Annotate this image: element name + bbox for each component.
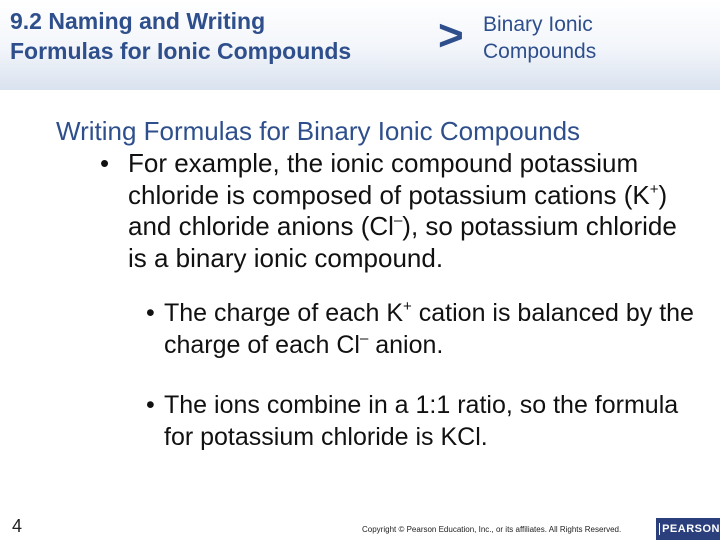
text-run: For example, the ionic compound potassium chloride is composed of potassium cations (K — [128, 148, 650, 210]
logo-text: PEARSON — [662, 523, 720, 535]
slide-heading: Writing Formulas for Binary Ionic Compounds — [56, 116, 581, 146]
text-run: anion. — [368, 331, 444, 359]
sub-bullet-2-text: The ions combine in a 1:1 ratio, so the formula for potassium chloride is KCl. — [164, 391, 679, 451]
main-bullet-text — [128, 148, 700, 274]
superscript-charge: – — [359, 330, 369, 347]
sub-bullet-1-text — [164, 297, 706, 361]
superscript-charge: + — [649, 180, 659, 198]
slide-header — [0, 0, 720, 90]
superscript-charge: + — [403, 298, 412, 315]
superscript-charge: – — [393, 212, 403, 229]
text-run: cation is balanced by the charge of each Cl — [164, 299, 694, 359]
main-bullet — [100, 148, 700, 274]
bullet-marker: • — [100, 148, 110, 178]
sub-bullet-1 — [146, 297, 706, 361]
sub-bullet-2 — [146, 389, 706, 453]
bullet-marker: • — [146, 299, 155, 327]
text-run: ) and chloride anions (Cl — [128, 179, 668, 241]
text-run: The charge of each K — [164, 299, 404, 327]
text-run: ), so potassium chloride is a binary ionic compound. — [128, 211, 677, 273]
bullet-marker: • — [146, 391, 155, 419]
lesson-title-line2: Compounds — [483, 40, 597, 63]
section-title — [10, 6, 430, 66]
page-number: 4 — [12, 516, 23, 536]
section-title-line2: Formulas for Ionic Compounds — [10, 38, 352, 64]
lesson-title — [483, 11, 683, 65]
chevron-right-icon: > — [438, 11, 464, 60]
section-title-line1: 9.2 Naming and Writing — [10, 8, 266, 34]
pearson-logo — [656, 518, 720, 540]
lesson-title-line1: Binary Ionic — [483, 13, 593, 36]
copyright-notice: Copyright © Pearson Education, Inc., or its affiliates. All Rights Reserved. — [362, 525, 622, 534]
